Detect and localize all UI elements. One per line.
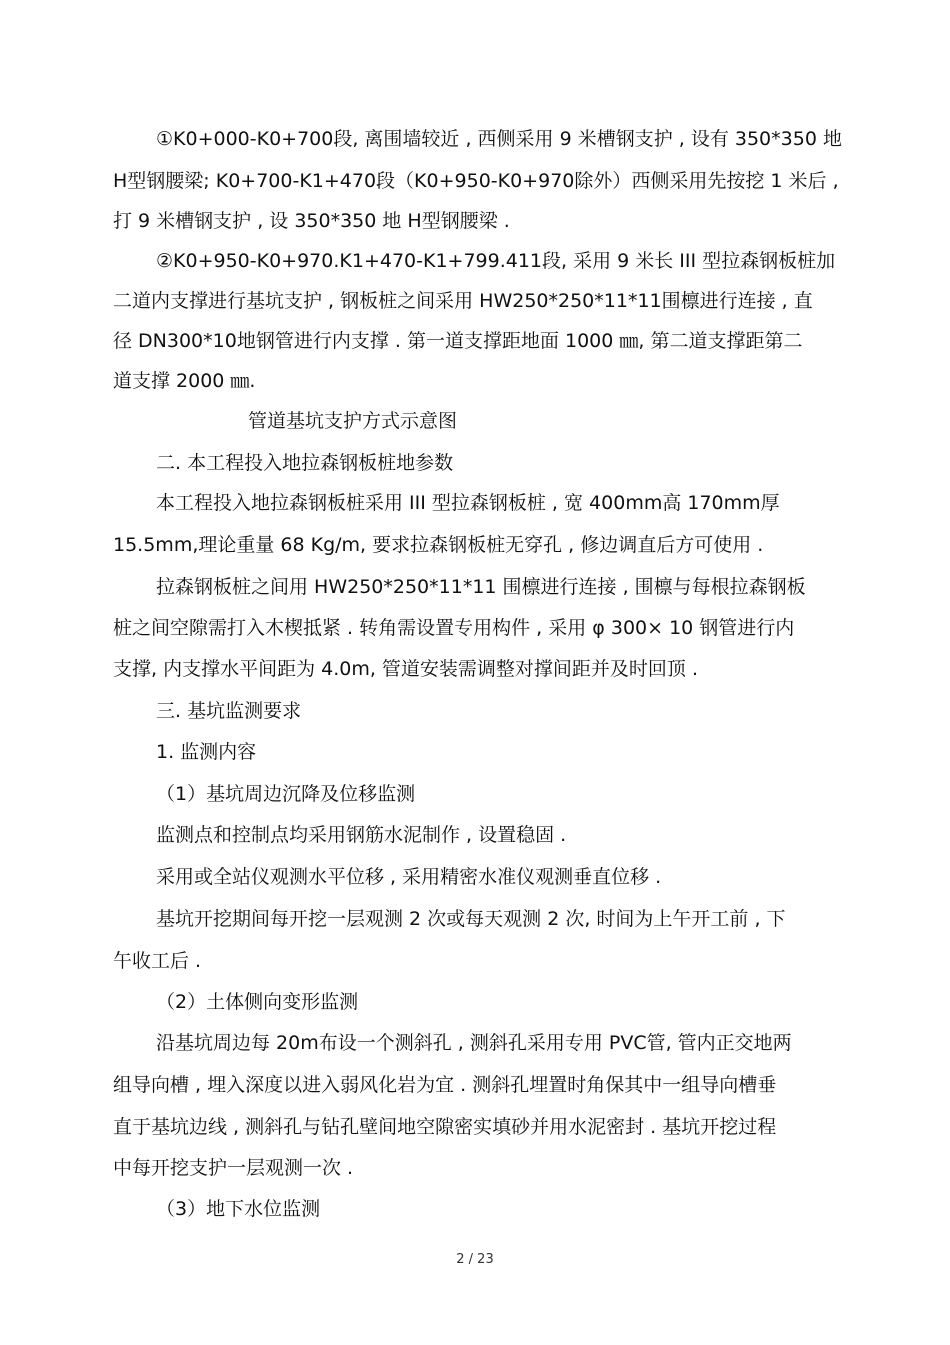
subsection-heading: （1）基坑周边沉降及位移监测 [156,783,416,805]
section-heading: 三. 基坑监测要求 [156,700,302,722]
subsection-heading: （2）土体侧向变形监测 [156,991,359,1013]
paragraph-line: 采用或全站仪观测水平位移 , 采用精密水准仪观测垂直位移 . [156,866,662,888]
paragraph-line: 支撑, 内支撑水平间距为 4.0m, 管道安装需调整对撑间距并及时回顶 . [113,658,699,680]
paragraph-line: 径 DN300*10地钢管进行内支撑 . 第一道支撑距地面 1000 ㎜, 第二道支撑距第二 [113,330,803,352]
paragraph-line: 基坑开挖期间每开挖一层观测 2 次或每天观测 2 次, 时间为上午开工前 , 下 [156,908,786,930]
paragraph-line: 直于基坑边线 , 测斜孔与钻孔壁间地空隙密实填砂并用水泥密封 . 基坑开挖过程 [113,1116,777,1138]
paragraph-line: 打 9 米槽钢支护 , 设 350*350 地 H型钢腰梁 . [113,210,510,232]
page-number: 2 / 23 [456,1252,494,1267]
paragraph-line: 本工程投入地拉森钢板桩采用 III 型拉森钢板桩 , 宽 400mm高 170mm厚 [156,492,780,514]
section-heading: 二. 本工程投入地拉森钢板桩地参数 [156,452,454,474]
subsection-heading: （3）地下水位监测 [156,1198,321,1220]
figure-caption: 管道基坑支护方式示意图 [248,410,458,432]
paragraph-line: 午收工后 . [113,950,202,972]
paragraph-line: 沿基坑周边每 20m布设一个测斜孔 , 测斜孔采用专用 PVC管, 管内正交地两 [156,1032,792,1054]
paragraph-line: 拉森钢板桩之间用 HW250*250*11*11 围檩进行连接 , 围檩与每根拉森钢板 [156,576,806,598]
subsection-heading: 1. 监测内容 [156,741,257,763]
paragraph-line: 二道内支撑进行基坑支护 , 钢板桩之间采用 HW250*250*11*11围檩进行连接 , 直 [113,290,813,312]
paragraph-line: ①K0+000-K0+700段, 离围墙较近 , 西侧采用 9 米槽钢支护 , 设有 350*350 地 [156,128,842,150]
paragraph-line: 中每开挖支护一层观测一次 . [113,1157,354,1179]
paragraph-line: 15.5mm,理论重量 68 Kg/m, 要求拉森钢板桩无穿孔 , 修边调直后方可使用 . [113,534,764,556]
paragraph-line: 桩之间空隙需打入木楔抵紧 . 转角需设置专用构件 , 采用 φ 300× 10 钢管进行内 [113,617,795,639]
paragraph-line: H型钢腰梁; K0+700-K1+470段（K0+950-K0+970除外）西侧采用先按挖 1 米后 , [113,170,839,192]
paragraph-line: 道支撑 2000 ㎜. [113,370,256,392]
paragraph-line: ②K0+950-K0+970.K1+470-K1+799.411段, 采用 9 米长 III 型拉森钢板桩加 [156,250,836,272]
paragraph-line: 监测点和控制点均采用钢筋水泥制作 , 设置稳固 . [156,824,567,846]
paragraph-line: 组导向槽 , 埋入深度以进入弱风化岩为宜 . 测斜孔埋置时角保其中一组导向槽垂 [113,1074,777,1096]
